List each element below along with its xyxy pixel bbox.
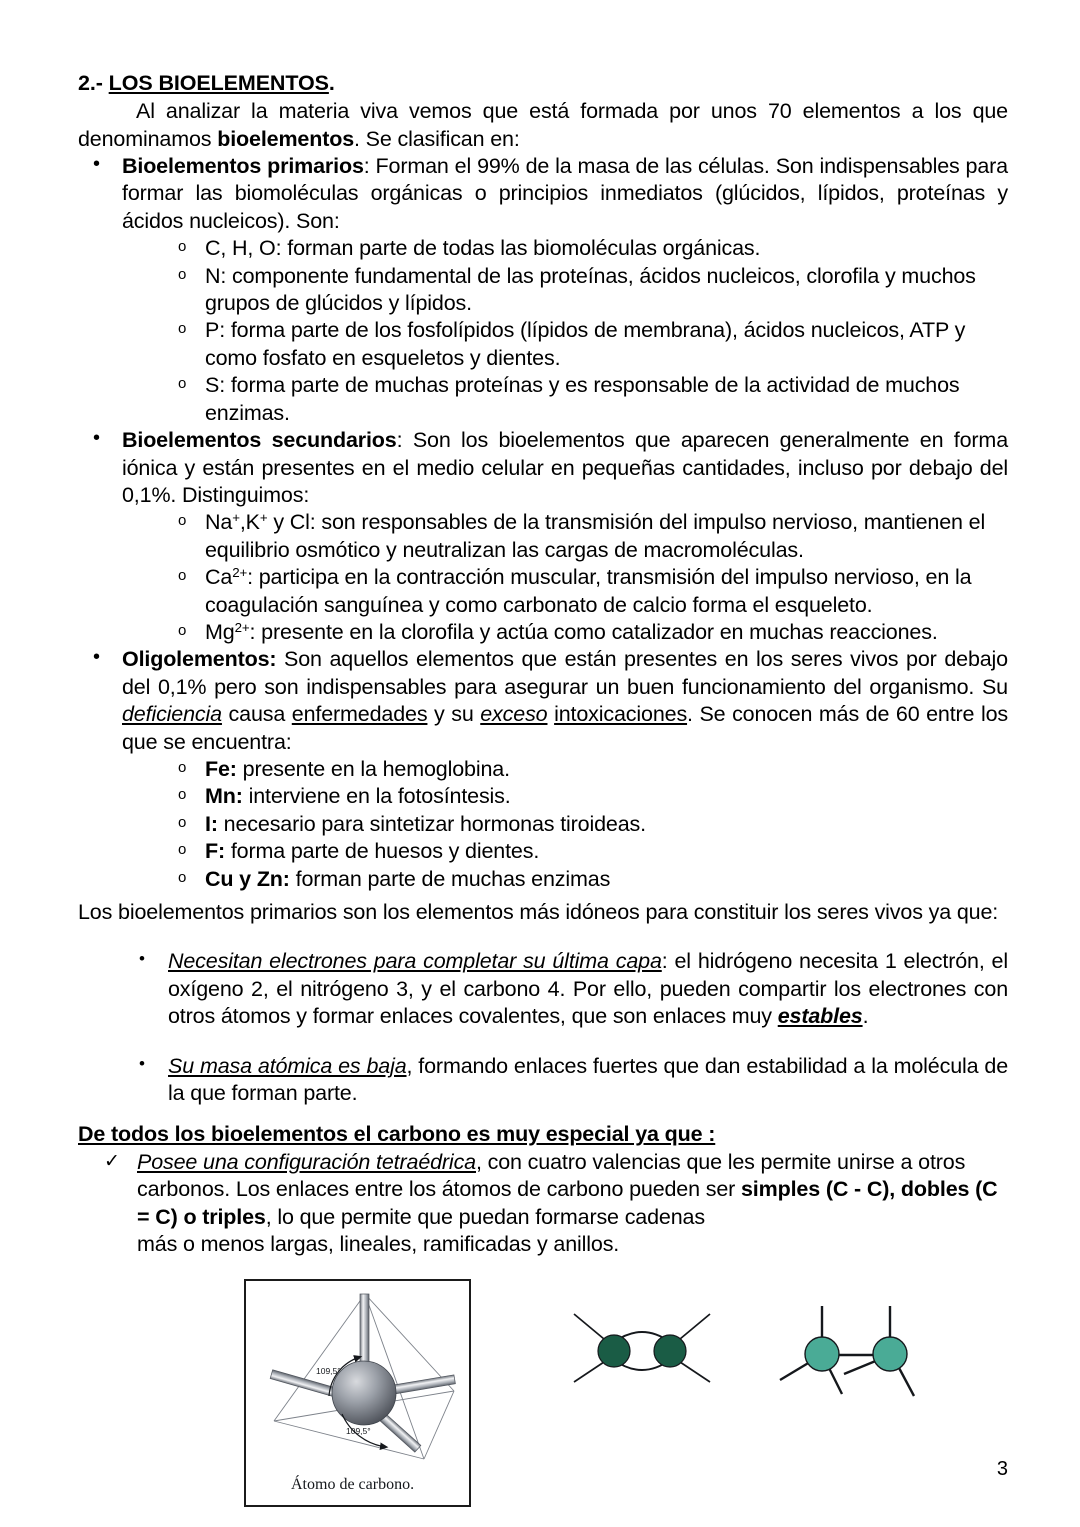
list-item: [177, 866, 1008, 893]
list-item: [177, 235, 1008, 262]
reason-text-a: : el hidrógeno necesita 1 electrón, el oxígeno 2, el nitrógeno 3, y el carbono 4. Por ello, pueden compartir los electrones con otros átomos y formar enlaces covalentes, que son enlaces muy: [168, 949, 1008, 1029]
oligo-text-b: causa: [221, 702, 292, 727]
oligoelementos-label: Oligolementos:: [122, 647, 277, 672]
secundarios-sublist: [78, 509, 1008, 646]
bullet-circle-icon: o: [178, 567, 187, 585]
oligo-text-c: y su: [427, 702, 481, 727]
primarios-label: Bioelementos primarios: [122, 154, 364, 179]
primarios-sublist: [78, 235, 1008, 427]
list-item: [177, 838, 1008, 865]
oligo-em-exceso: exceso: [480, 702, 548, 727]
oligo-em-deficiencia: deficiencia: [122, 702, 222, 727]
tetrahedron-svg: [246, 1281, 469, 1505]
atom-node: [598, 1335, 630, 1367]
ion-separator: ,: [239, 510, 246, 535]
carbon-emphasis: Posee una configuración tetraédrica: [137, 1149, 476, 1174]
atom-node: [805, 1337, 839, 1371]
page-number: 3: [996, 1458, 1008, 1480]
list-item: [177, 811, 1008, 838]
bullet-circle-icon: o: [178, 813, 187, 831]
intro-paragraph: [78, 98, 1008, 153]
ion-formula: Ca: [205, 565, 233, 590]
bullet-circle-icon: o: [178, 238, 187, 256]
sublist-text: : presente en la clorofila y actúa como catalizador en muchas reacciones.: [249, 619, 938, 644]
reason-text-b: .: [862, 1004, 869, 1029]
section-heading-underlined: LOS BIOELEMENTOS: [108, 71, 329, 95]
element-desc: forma parte de huesos y dientes.: [225, 839, 540, 864]
list-item-carbon: [102, 1149, 1008, 1259]
figure-double-bond: [562, 1300, 722, 1410]
closing-paragraph: Los bioelementos primarios son los elementos más idóneos para constituir los seres vivos ya que:: [78, 900, 999, 924]
ion-charge: +: [232, 510, 240, 526]
double-bond-svg: [562, 1300, 722, 1410]
bullet-circle-icon: o: [178, 621, 187, 639]
carbon-sphere: [332, 1361, 396, 1425]
element-symbol: Mn:: [205, 784, 243, 809]
ion-charge: 2+: [232, 565, 248, 581]
element-symbol: I:: [205, 811, 218, 836]
sublist-text: P: forma parte de los fosfolípidos (lípidos de membrana), ácidos nucleicos, ATP y como fosfato en esqueletos y dientes.: [205, 318, 966, 370]
figure-caption: Átomo de carbono.: [291, 1476, 415, 1494]
list-item-oligoelementos: [91, 646, 1008, 756]
bullet-circle-icon: o: [178, 320, 187, 338]
bullet-circle-icon: o: [178, 868, 187, 886]
element-symbol: F:: [205, 839, 225, 864]
list-item: [177, 564, 1008, 619]
sublist-text: C, H, O: forman parte de todas las biomoléculas orgánicas.: [205, 236, 761, 261]
figure-tetrahedron: [244, 1279, 471, 1507]
intro-text-part1: Al analizar la materia viva vemos que está formada por unos 70 elementos a los que denominamos: [78, 99, 1008, 151]
primarios-text: : Forman el 99% de la masa de las células. Son indispensables para formar las biomoléculas orgánicas o principios inmediatos (glúcidos, lípidos, proteínas y ácidos nucleicos). Son:: [122, 154, 1008, 233]
list-item-reason: [136, 1053, 1008, 1108]
atom-node: [873, 1337, 907, 1371]
angle-label-top: 109,5°: [316, 1366, 341, 1377]
figure-row: [78, 1276, 1008, 1521]
oligoelementos-sublist: [78, 756, 1008, 893]
element-symbol: Fe:: [205, 756, 237, 781]
bullet-disc-icon: •: [139, 949, 145, 969]
bullet-disc-icon: •: [93, 427, 100, 450]
bioelementos-list: [78, 427, 1008, 509]
intro-text-part2: . Se clasifican en:: [354, 126, 520, 151]
carbon-list: [78, 1149, 1008, 1259]
oligo-em-enfermedades: enfermedades: [291, 702, 428, 727]
ion-formula: Mg: [205, 619, 235, 644]
list-item: [177, 756, 1008, 783]
element-desc: forman parte de muchas enzimas: [289, 866, 611, 891]
carbon-heading: [78, 1121, 1008, 1148]
intro-bold-term: bioelementos: [217, 126, 355, 151]
oligo-text-a: Son aquellos elementos que están presentes en los seres vivos por debajo del 0,1% pero son indispensables para asegurar un buen funcionamiento del organismo. Su: [122, 647, 1008, 699]
ion-charge: 2+: [234, 620, 250, 636]
section-heading-trailing: .: [328, 71, 335, 95]
bullet-circle-icon: o: [178, 758, 187, 776]
reasons-list: [78, 1053, 1008, 1108]
sublist-text: S: forma parte de muchas proteínas y es responsable de la actividad de muchos enzimas.: [205, 373, 960, 425]
element-desc: presente en la hemoglobina.: [236, 756, 510, 781]
bullet-circle-icon: o: [178, 786, 187, 804]
checkmark-icon: ✓: [104, 1150, 120, 1172]
carbon-text-c: más o menos largas, lineales, ramificadas y anillos.: [137, 1232, 620, 1257]
reason-emphasis: Necesitan electrones para completar su última capa: [168, 949, 662, 974]
sublist-text: N: componente fundamental de las proteínas, ácidos nucleicos, clorofila y muchos grupos de glúcidos y lípidos.: [205, 263, 976, 316]
list-item: [177, 783, 1008, 810]
carbon-text-a: , con cuatro valencias que les permite unirse a otros carbonos. Los enlaces entre los átomos de carbono pueden ser: [137, 1149, 966, 1202]
figure-single-bond: [778, 1300, 938, 1410]
section-heading: [78, 70, 1008, 96]
oligo-text-e: . Se conocen más de 60 entre los que se encuentra:: [122, 702, 1008, 754]
single-bond-svg: [778, 1300, 938, 1410]
ion-formula: K: [245, 510, 260, 535]
secundarios-label: Bioelementos secundarios: [122, 428, 397, 453]
bullet-circle-icon: o: [178, 375, 187, 393]
bullet-disc-icon: •: [139, 1053, 145, 1073]
reason-text-a: , formando enlaces fuertes que dan estabilidad a la molécula de la que forman parte.: [168, 1053, 1009, 1106]
element-desc: necesario para sintetizar hormonas tiroideas.: [217, 811, 646, 836]
angle-label-bottom: 109,5°: [346, 1426, 371, 1437]
list-item: [177, 263, 1008, 318]
list-item: [177, 509, 1008, 564]
carbon-text-b: , lo que permite que puedan formarse cadenas: [265, 1204, 705, 1229]
element-desc: interviene en la fotosíntesis.: [242, 784, 511, 809]
reason-emphasis-strong: estables: [777, 1004, 863, 1029]
carbon-bond-types: simples (C - C), dobles (C = C) o triples: [137, 1177, 998, 1229]
list-item-primarios: [91, 153, 1008, 235]
reasons-list: [78, 948, 1008, 1030]
bullet-disc-icon: •: [93, 153, 100, 176]
oligo-em-intoxicaciones: intoxicaciones: [554, 702, 688, 727]
list-item-secundarios: [91, 427, 1008, 509]
list-item: [177, 372, 1008, 427]
carbon-heading-text: De todos los bioelementos el carbono es muy especial ya que :: [78, 1122, 716, 1147]
sublist-text: : participa en la contracción muscular, transmisión del impulso nervioso, en la coagulación sanguínea y como carbonato de calcio forma el esqueleto.: [205, 565, 972, 617]
element-symbol: Cu y Zn:: [205, 866, 290, 891]
bullet-circle-icon: o: [178, 265, 187, 283]
secundarios-text: : Son los bioelementos que aparecen generalmente en forma iónica y están presentes en el medio celular en pequeñas cantidades, incluso por debajo del 0,1%. Distinguimos:: [122, 428, 1009, 507]
sublist-text: y Cl: son responsables de la transmisión del impulso nervioso, mantienen el equilibrio osmótico y neutralizan las cargas de macromoléculas.: [205, 510, 986, 562]
section-number: 2.-: [78, 71, 109, 95]
bullet-circle-icon: o: [178, 512, 187, 530]
list-item: [177, 619, 1008, 646]
bullet-disc-icon: •: [93, 646, 100, 669]
list-item-reason: [136, 948, 1008, 1030]
bullet-circle-icon: o: [178, 841, 187, 859]
ion-charge: +: [259, 510, 268, 526]
atom-node: [654, 1335, 686, 1367]
list-item: [177, 317, 1008, 372]
reason-emphasis: Su masa atómica es baja: [168, 1053, 407, 1078]
bioelementos-list: [78, 153, 1008, 235]
bioelementos-list: [78, 646, 1008, 756]
ion-formula: Na: [205, 510, 233, 535]
